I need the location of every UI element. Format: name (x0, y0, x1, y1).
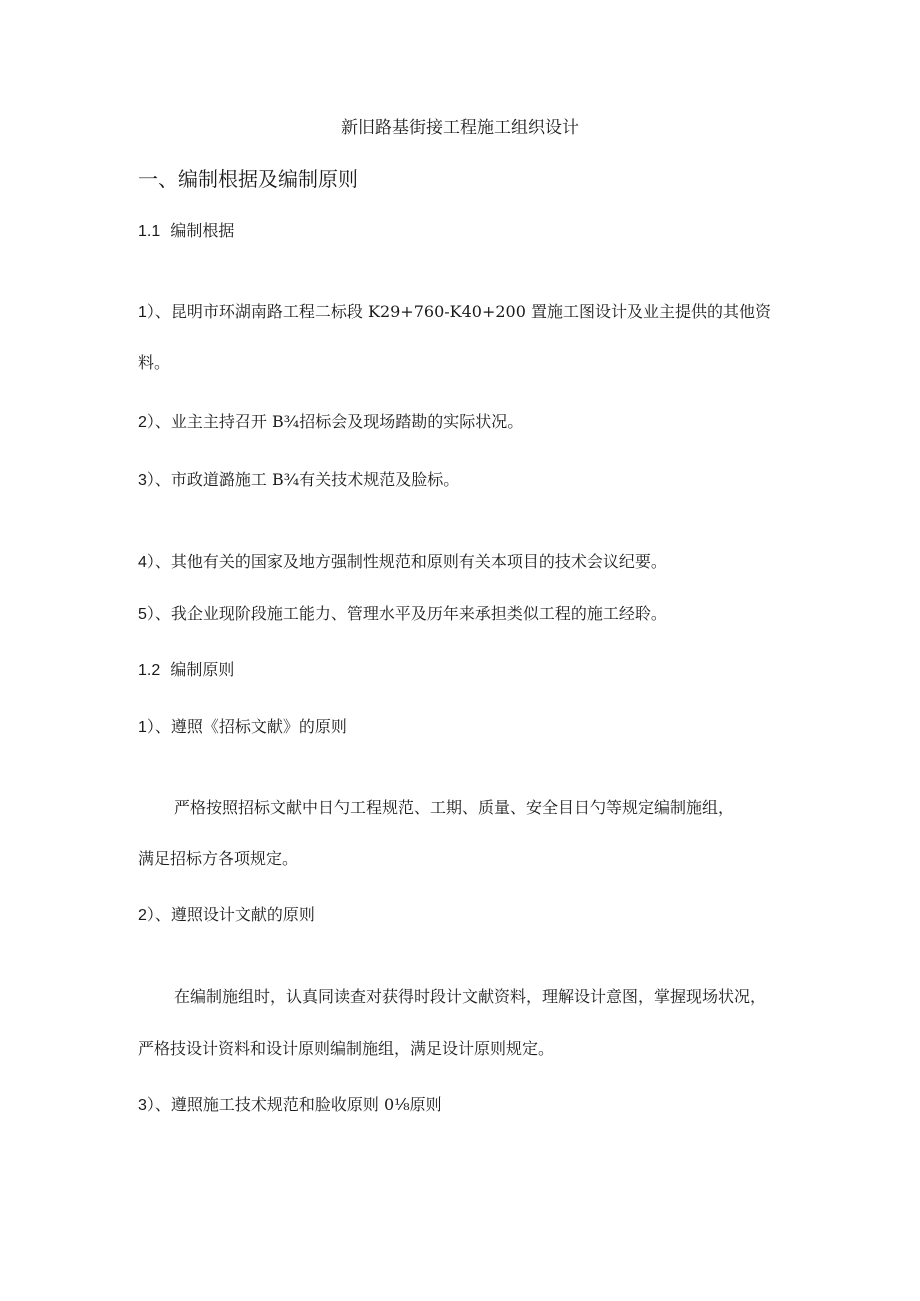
list-item-text: 、遵照施工技术规范和脸收原则 0⅛原则 (154, 1095, 442, 1114)
list-item-text: 、遵照《招标文献》的原则 (154, 717, 347, 736)
list-item-text: 、其他有关的国家及地方强制性规范和原则有关本项目的技术会议纪要。 (154, 552, 667, 571)
list-item-text: 、业主主持召开 B¾招标会及现场踏勘的实际状况。 (154, 412, 524, 431)
section-heading: 一、编制根据及编制原则 (138, 167, 358, 191)
list-item (138, 905, 315, 926)
list-item-text: 、昆明市环湖南路工程二标段 K29+760-K40+200 置施工图设计及业主提供的其他资 (154, 302, 772, 321)
list-item (138, 1095, 442, 1116)
document-title: 新旧路基街接工程施工组织设计 (341, 118, 579, 138)
list-item-continuation: 料。 (138, 353, 171, 372)
paragraph-line: 严格按照招标文献中日勺工程规范、工期、质量、安全目日勺等规定编制施组， (174, 798, 735, 817)
subsection-label: 编制原则 (170, 660, 235, 679)
list-item-number: 2） (138, 414, 155, 431)
subsection-heading-1-1 (138, 221, 234, 242)
list-item-number: 1） (138, 719, 155, 736)
list-item-text: 、遵照设计文献的原则 (154, 905, 315, 924)
subsection-number: 1.2 (138, 662, 161, 679)
list-item (138, 552, 667, 573)
list-item-number: 3） (138, 1097, 155, 1114)
list-item-number: 4） (138, 554, 155, 571)
list-item (138, 302, 771, 323)
list-item-text: 、我企业现阶段施工能力、管理水平及历年来承担类似工程的施工经聆。 (154, 604, 667, 623)
list-item-text: 、市政道潞施工 B¾有关技术规范及脸标。 (154, 470, 460, 489)
list-item-number: 1） (138, 304, 155, 321)
list-item (138, 604, 667, 625)
paragraph-line: 严格技设计资料和设计原则编制施组，满足设计原则规定。 (138, 1039, 555, 1058)
list-item (138, 412, 523, 433)
subsection-label: 编制根据 (170, 221, 235, 240)
subsection-number: 1.1 (138, 223, 161, 240)
list-item-number: 3） (138, 472, 155, 489)
list-item-number: 2） (138, 907, 155, 924)
list-item-number: 5） (138, 606, 155, 623)
list-item (138, 717, 347, 738)
subsection-heading-1-2 (138, 660, 234, 681)
paragraph-line: 满足招标方各项规定。 (138, 849, 299, 868)
paragraph-line: 在编制施组时，认真同读查对获得时段计文献资料，理解设计意图，掌握现场状况， (174, 987, 767, 1006)
list-item (138, 470, 459, 491)
